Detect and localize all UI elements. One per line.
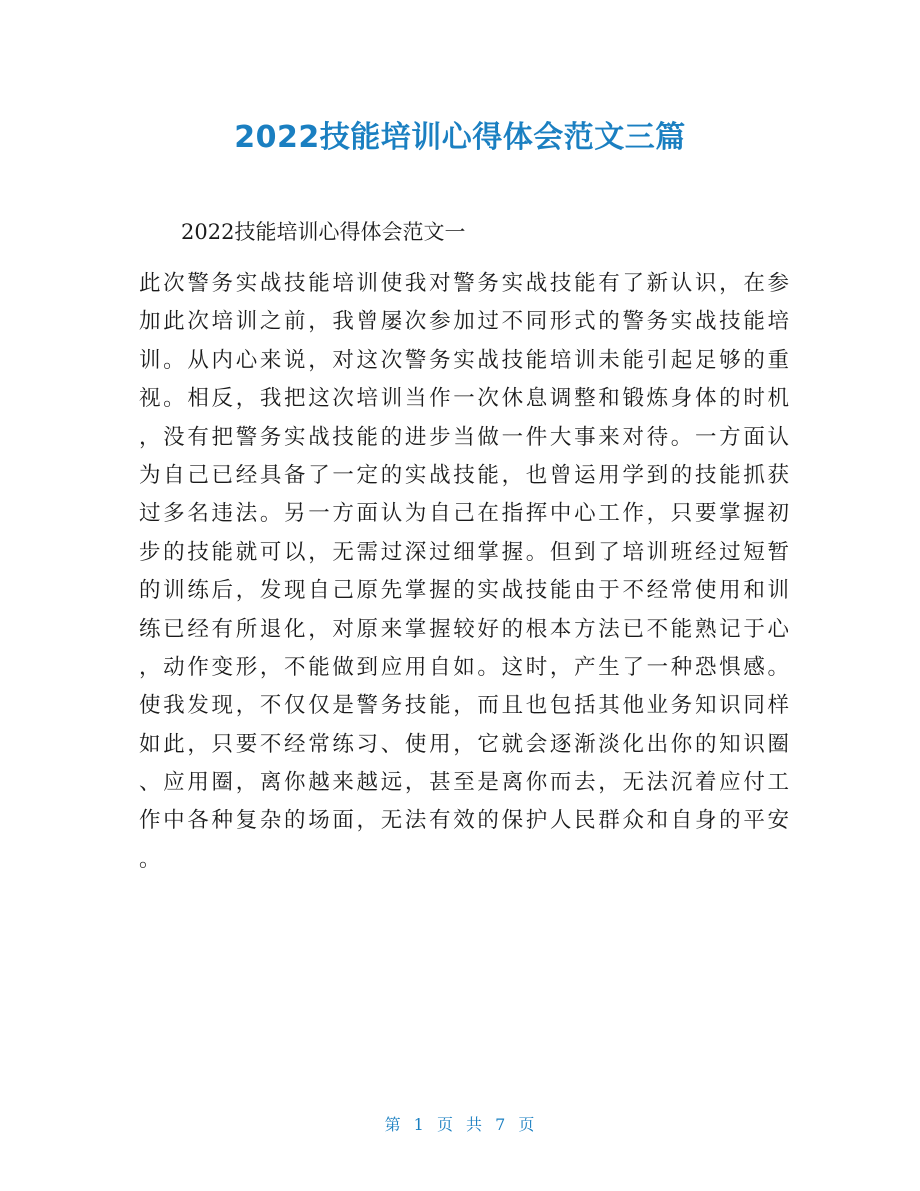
- paragraph-line: 训。从内心来说，对这次警务实战技能培训未能引起足够的重: [139, 347, 789, 373]
- paragraph-line: 为自己已经具备了一定的实战技能，也曾运用学到的技能抓获: [139, 462, 789, 488]
- paragraph-line: 、应用圈，离你越来越远，甚至是离你而去，无法沉着应付工: [139, 770, 789, 796]
- paragraph-line: 加此次培训之前，我曾屡次参加过不同形式的警务实战技能培: [139, 309, 789, 335]
- paragraph-line: 使我发现，不仅仅是警务技能，而且也包括其他业务知识同样: [139, 693, 789, 719]
- paragraph-line: ，没有把警务实战技能的进步当做一件大事来对待。一方面认: [139, 424, 789, 450]
- paragraph-line: 的训练后，发现自己原先掌握的实战技能由于不经常使用和训: [139, 578, 789, 604]
- paragraph-line: 视。相反，我把这次培训当作一次休息调整和锻炼身体的时机: [139, 386, 789, 412]
- paragraph-line: 练已经有所退化，对原来掌握较好的根本方法已不能熟记于心: [139, 616, 789, 642]
- page-footer: 第 1 页 共 7 页: [384, 1115, 536, 1134]
- paragraph-line: 。: [139, 846, 161, 872]
- paragraph-line: 作中各种复杂的场面，无法有效的保护人民群众和自身的平安: [139, 808, 789, 834]
- paragraph-line: 过多名违法。另一方面认为自己在指挥中心工作，只要掌握初: [139, 501, 789, 527]
- paragraph-line: 步的技能就可以，无需过深过细掌握。但到了培训班经过短暂: [139, 539, 789, 565]
- paragraph-line: 此次警务实战技能培训使我对警务实战技能有了新认识，在参: [139, 271, 789, 296]
- paragraph-line: ，动作变形，不能做到应用自如。这时，产生了一种恐惧感。: [139, 654, 789, 680]
- section-heading: 2022技能培训心得体会范文一: [181, 220, 466, 244]
- paragraph-line: 如此，只要不经常练习、使用，它就会逐渐淡化出你的知识圈: [139, 731, 789, 757]
- body-paragraph: [139, 265, 789, 879]
- document-title: 2022技能培训心得体会范文三篇: [234, 120, 686, 155]
